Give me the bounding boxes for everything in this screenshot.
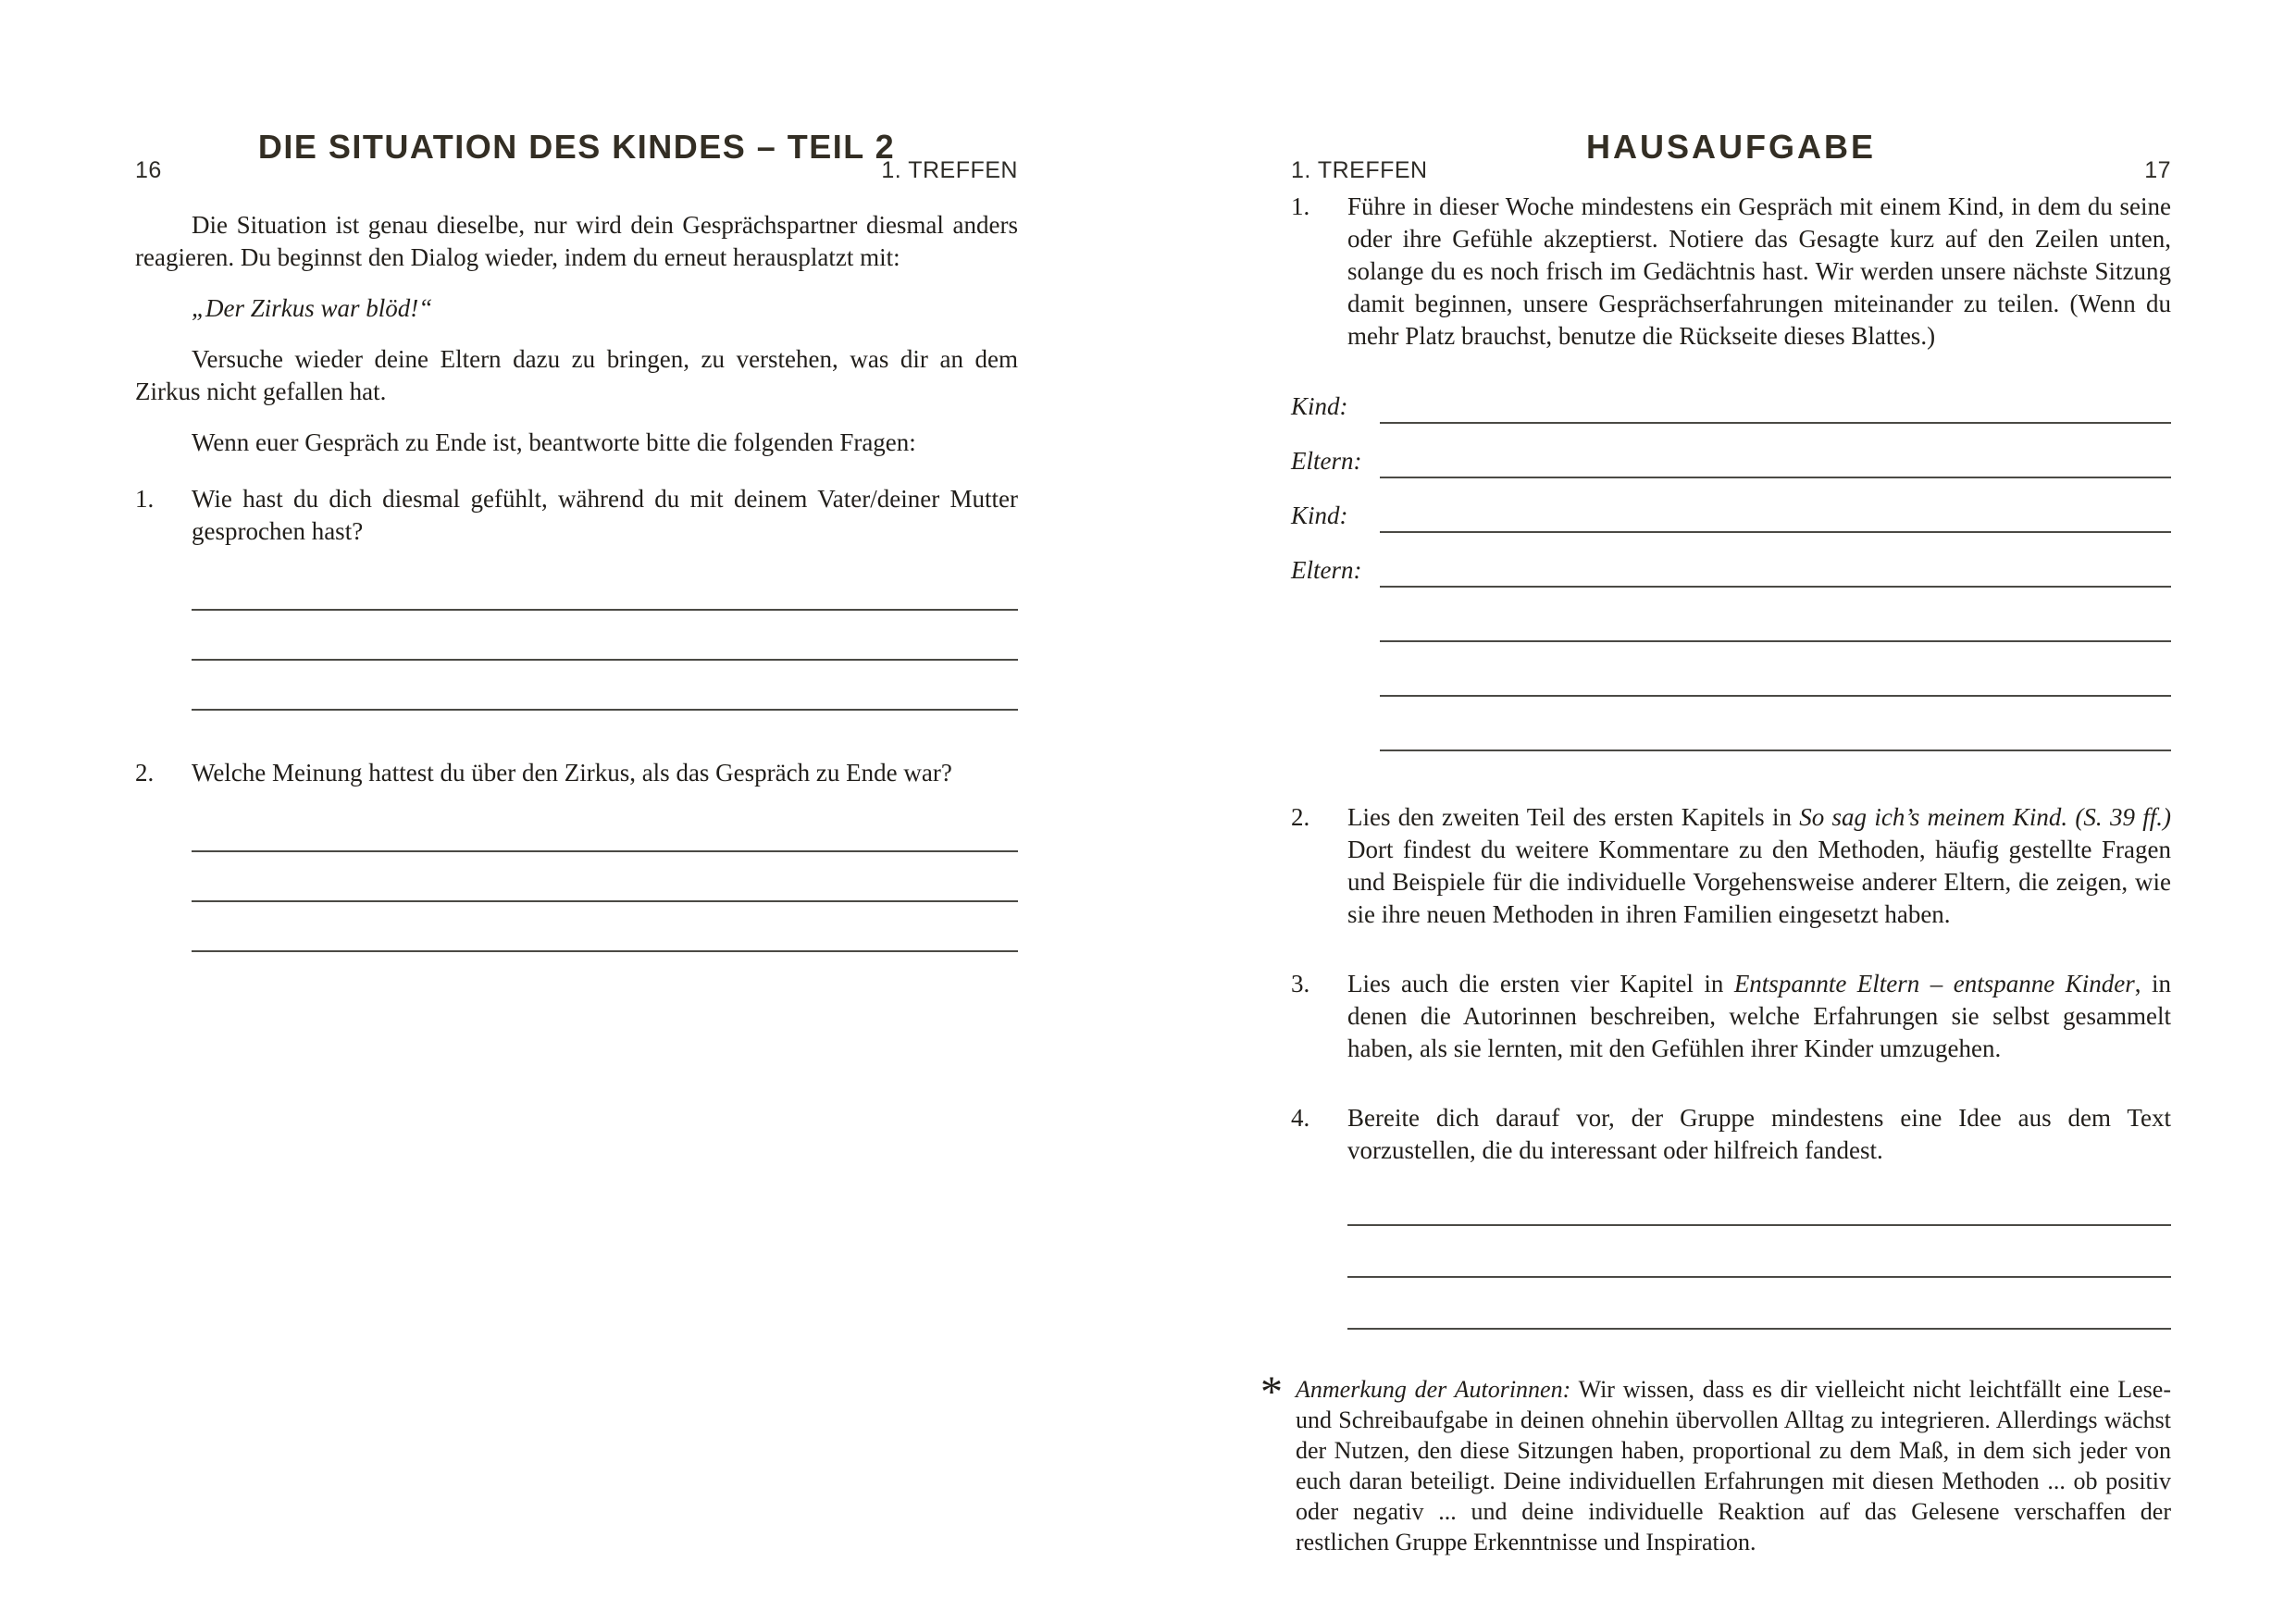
task-number: 1. [1291,192,1310,220]
answer-line [1347,1174,2171,1226]
task-text-post: Dort findest du weitere Kommentare zu den Methoden, häufig gestellte Fragen und Beispiele für die individuelle Vorgehensweise anderer Eltern, die zeigen, wie sie ihre neuen Methoden in ihren Familien eingesetzt haben. [1347,836,2171,928]
extra-lines [1291,588,2171,751]
paragraph-versuche: Versuche wieder deine Eltern dazu zu bringen, zu verstehen, was dir an dem Zirkus nicht gefallen hat. [135,345,1018,405]
page-number: 17 [2144,157,2171,183]
dialog-lines-block [1291,369,2171,751]
book-title: So sag ich’s meinem Kind. (S. 39 ff.) [1799,803,2171,831]
asterisk-icon: * [1260,1368,1283,1417]
answer-line [192,852,1018,902]
paragraph-wenn: Wenn euer Gespräch zu Ende ist, beantworte bitte die folgenden Fragen: [192,428,916,456]
dialog-row [1291,369,2171,424]
task-number: 4. [1291,1104,1310,1132]
page-number: 16 [135,157,162,183]
answer-line [1347,1226,2171,1278]
dialog-label: Eltern: [1291,447,1362,475]
paragraph-intro: Die Situation ist genau dieselbe, nur wird dein Gesprächspartner diesmal anders reagieren. Du beginnst den Dialog wieder, indem du erneut herausplatzt mit: [135,211,1018,271]
answer-lines [135,802,1018,952]
task-text [1347,968,2171,1065]
answer-line [1380,588,2171,642]
page-17 [1148,0,2296,1623]
question-text: Welche Meinung hattest du über den Zirkus, als das Gespräch zu Ende war? [192,759,952,787]
task-number: 2. [1291,803,1310,831]
task-item [1291,801,2171,931]
page-header-right [1291,157,2171,184]
question-number: 2. [135,759,155,787]
quote-line: „Der Zirkus war blöd!“ [192,294,433,322]
task-item [1291,968,2171,1065]
task-text [1347,801,2171,931]
task-item [1291,1102,2171,1167]
dialog-label: Kind: [1291,392,1348,420]
answer-line [192,802,1018,852]
answer-lines [135,561,1018,711]
running-head: 1. TREFFEN [881,157,1018,183]
question-item [135,483,1018,548]
answer-line [1347,1278,2171,1330]
footnote-lead: Anmerkung der Autorinnen: [1296,1376,1571,1403]
dialog-row [1291,533,2171,588]
page-header-left [135,157,1018,184]
footnote [1260,1368,2171,1557]
answer-lines [1291,1174,2171,1330]
question-number: 1. [135,485,155,513]
task-text-pre: Lies auch die ersten vier Kapitel in [1347,970,1734,997]
task-number: 3. [1291,970,1310,997]
task-item [1291,191,2171,353]
question-text: Wie hast du dich diesmal gefühlt, während du mit deinem Vater/deiner Mutter gesprochen hast? [192,485,1018,545]
footnote-text: Wir wissen, dass es dir vielleicht nicht leichtfällt eine Lese- und Schreibaufgabe in deinen ohnehin übervollen Alltag zu integrieren. Allerdings wächst der Nutzen, den diese Sitzungen haben, proportional zu dem Maß, in dem sich jeder von euch daran beteiligt. Deine individuellen Erfahrungen mit diesen Methoden ... ob positiv oder negativ ... und deine individuelle Reaktion auf das Gelesene verschaffen der restlichen Gruppe Erkenntnisse und Inspiration. [1296,1376,2171,1555]
page-title: HAUSAUFGABE [1585,128,1876,166]
question-item [135,757,1018,789]
dialog-line [1380,586,2171,588]
task-text: Führe in dieser Woche mindestens ein Gespräch mit einem Kind, in dem du seine oder ihre Gefühle akzeptierst. Notiere das Gesagte kurz auf den Zeilen unten, solange du es noch frisch im Gedächtnis hast. Wir werden unsere nächste Sitzung damit beginnen, unsere Gesprächserfahrungen miteinander zu teilen. (Wenn du mehr Platz brauchst, benutze die Rückseite dieses Blattes.) [1347,192,2171,350]
answer-line [1380,642,2171,697]
answer-line [192,902,1018,952]
dialog-line [1380,477,2171,478]
dialog-line [1380,422,2171,424]
dialog-row [1291,478,2171,533]
answer-line [192,661,1018,711]
book-title: Entspannte Eltern – entspanne Kinder [1733,970,2135,997]
page-title: DIE SITUATION DES KINDES – TEIL 2 [257,128,896,166]
dialog-line [1380,531,2171,533]
answer-line [1380,697,2171,751]
running-head: 1. TREFFEN [1291,157,1428,183]
task-text-post: , in denen die Autorinnen beschreiben, welche Erfahrungen sie selbst gesammelt haben, als sie lernten, mit den Gefühlen ihrer Kinder umzugehen. [1347,970,2171,1062]
answer-line [192,561,1018,611]
answer-line [192,611,1018,661]
dialog-row [1291,424,2171,478]
dialog-label: Eltern: [1291,556,1362,584]
dialog-label: Kind: [1291,502,1348,529]
task-text: Bereite dich darauf vor, der Gruppe mindestens eine Idee aus dem Text vorzustellen, die du interessant oder hilfreich fandest. [1347,1104,2171,1164]
task-text-pre: Lies den zweiten Teil des ersten Kapitels in [1347,803,1800,831]
